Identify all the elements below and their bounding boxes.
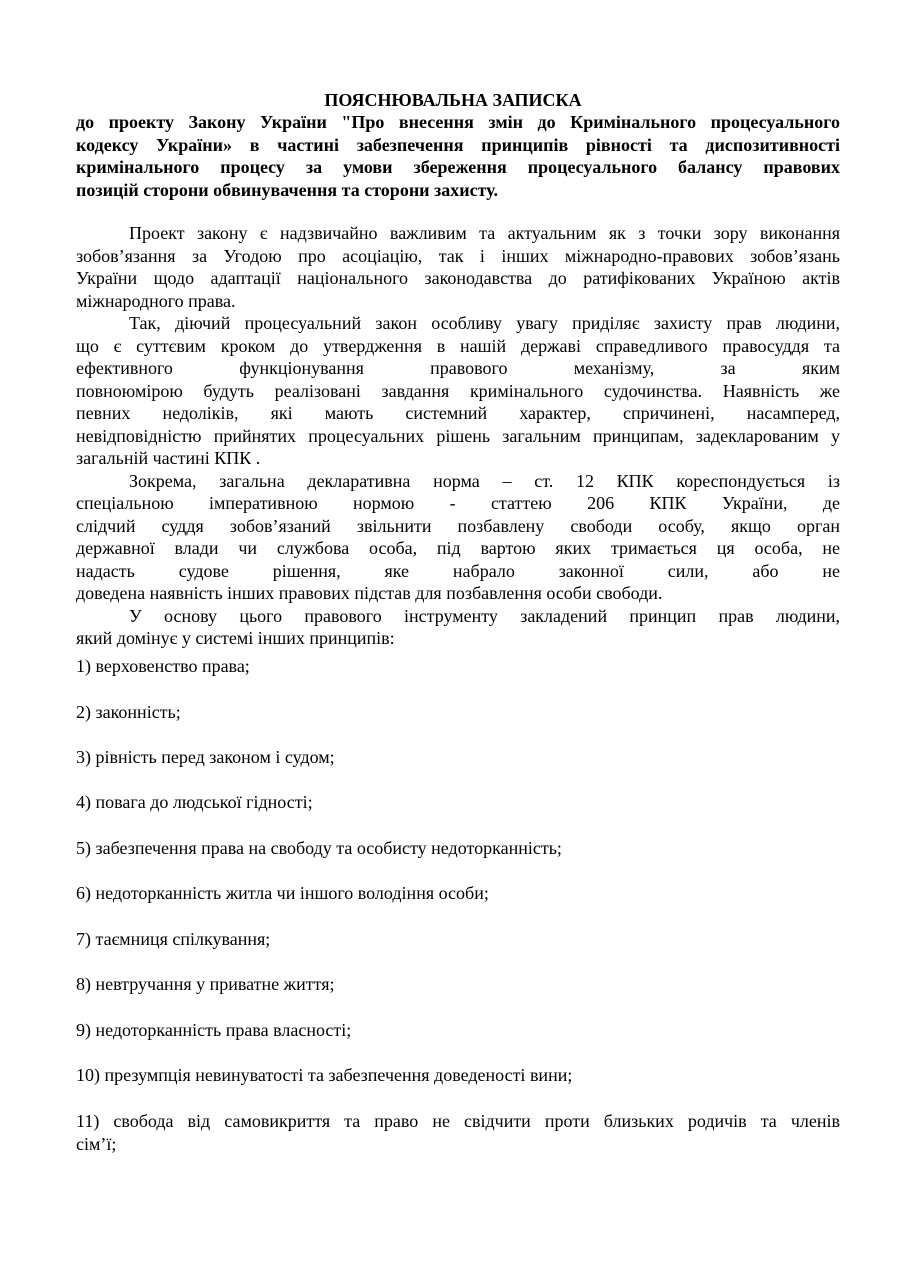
- subtitle-line: позицій сторони обвинувачення та сторони захисту.: [76, 179, 498, 200]
- list-item-text: 2) законність;: [76, 702, 181, 722]
- paragraph: [76, 470, 840, 605]
- list-item: [76, 701, 840, 724]
- paragraph-line: У основу цього правового інструменту закладений принцип прав людини,: [129, 605, 840, 626]
- paragraph-line: що є суттєвим кроком до утвердження в нашій державі справедливого правосуддя та: [76, 335, 840, 356]
- list-item: [76, 1019, 840, 1042]
- list-item-text: 11) свобода від самовикриття та право не свідчити проти близьких родичів та членів: [76, 1111, 840, 1131]
- list-item: [76, 1110, 840, 1155]
- paragraph-line: зобов’язання за Угодою про асоціацію, так і інших міжнародно-правових зобов’язань: [76, 245, 840, 266]
- subtitle-line: кримінального процесу за умови збереження процесуального балансу правових: [76, 157, 840, 177]
- list-item: [76, 928, 840, 951]
- paragraph-line: державної влади чи службова особа, під вартою яких тримається ця особа, не: [76, 538, 840, 558]
- paragraph-line: слідчий суддя зобов’язаний звільнити позбавлену свободи особу, якщо орган: [76, 515, 840, 536]
- subtitle-line: до проекту Закону України "Про внесення змін до Кримінального процесуального: [76, 112, 840, 132]
- list-item-text: 10) презумпція невинуватості та забезпечення доведеності вини;: [76, 1065, 573, 1085]
- list-item-text: 1) верховенство права;: [76, 656, 250, 676]
- list-item-text: 5) забезпечення права на свободу та особисту недоторканність;: [76, 838, 562, 858]
- subtitle-line: кодексу України» в частині забезпечення принципів рівності та диспозитивності: [76, 134, 840, 155]
- list-item-text: 9) недоторканність права власності;: [76, 1020, 352, 1040]
- list-item: [76, 1064, 840, 1087]
- paragraph-line: міжнародного права.: [76, 290, 236, 311]
- list-item-text: 7) таємниця спілкування;: [76, 929, 271, 949]
- paragraph-line: спеціальною імперативною нормою - статтею 206 КПК України, де: [76, 493, 840, 513]
- paragraph: [76, 222, 840, 312]
- paragraph: [76, 312, 840, 470]
- paragraph-line: який домінує у системі інших принципів:: [76, 628, 395, 648]
- paragraph-line: загальній частині КПК .: [76, 448, 261, 468]
- paragraph-line: Так, діючий процесуальний закон особливу увагу приділяє захисту прав людини,: [129, 313, 840, 333]
- document-title: ПОЯСНЮВАЛЬНА ЗАПИСКА: [324, 90, 582, 110]
- list-item: [76, 973, 840, 996]
- paragraph-line: надасть судове рішення, яке набрало законної сили, або не: [76, 560, 840, 581]
- list-item: [76, 791, 840, 814]
- document-subtitle: [76, 111, 840, 201]
- paragraph-line: Проект закону є надзвичайно важливим та актуальним як з точки зору виконання: [129, 223, 840, 243]
- paragraph-line: Зокрема, загальна декларативна норма – ст. 12 КПК кореспондується із: [129, 470, 840, 491]
- list-item: [76, 746, 840, 769]
- list-item-text: 6) недоторканність житла чи іншого володіння особи;: [76, 883, 489, 903]
- list-item-text: 4) повага до людської гідності;: [76, 792, 313, 812]
- paragraph-line: повноюмірою будуть реалізовані завдання кримінального судочинства. Наявність же: [76, 380, 840, 401]
- paragraph-line: України щодо адаптації національного законодавства до ратифікованих Україною актів: [76, 268, 840, 288]
- list-item: [76, 882, 840, 905]
- paragraph-line: невідповідністю прийнятих процесуальних рішень загальним принципам, задекларованим у: [76, 425, 840, 446]
- list-item: [76, 655, 840, 678]
- document-body: [76, 222, 840, 650]
- list-item: [76, 837, 840, 860]
- paragraph: [76, 605, 840, 650]
- paragraph-line: доведена наявність інших правових підстав для позбавлення особи свободи.: [76, 583, 663, 603]
- paragraph-line: ефективного функціонування правового механізму, за яким: [76, 358, 840, 378]
- list-item-text: 3) рівність перед законом і судом;: [76, 747, 335, 767]
- list-item-text: 8) невтручання у приватне життя;: [76, 974, 335, 994]
- paragraph-line: певних недоліків, які мають системний характер, спричинені, насамперед,: [76, 403, 840, 423]
- list-item-text: сім’ї;: [76, 1133, 117, 1154]
